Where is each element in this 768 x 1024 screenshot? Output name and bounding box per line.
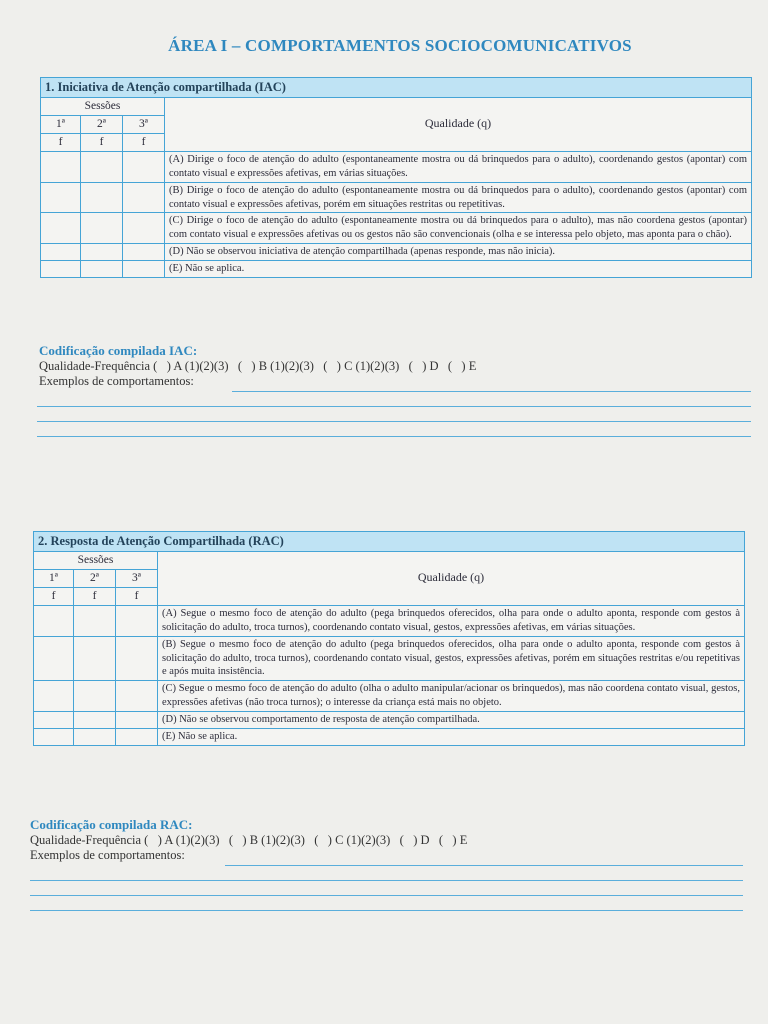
freq-2: f (81, 133, 123, 151)
check-cell[interactable] (123, 244, 165, 261)
write-line[interactable] (30, 880, 743, 881)
section-iac (40, 77, 752, 278)
check-cell[interactable] (116, 728, 158, 745)
check-cell[interactable] (81, 261, 123, 278)
sessions-label: Sessões (34, 551, 158, 569)
check-cell[interactable] (41, 213, 81, 244)
quality-label: Qualidade (q) (158, 551, 745, 606)
session-2: 2ª (81, 115, 123, 133)
examples-label: Exemplos de comportamentos: (39, 373, 194, 388)
codif-title: Codificação compilada RAC: (30, 817, 193, 832)
sessions-label: Sessões (41, 97, 165, 115)
write-line[interactable] (37, 406, 751, 407)
write-line[interactable] (37, 421, 751, 422)
rac-table (33, 531, 745, 746)
check-cell[interactable] (34, 681, 74, 712)
session-1: 1ª (34, 569, 74, 587)
codif-iac (39, 343, 751, 389)
write-line[interactable] (37, 436, 751, 437)
session-3: 3ª (116, 569, 158, 587)
option-c: (C) Dirige o foco de atenção do adulto (espontaneamente mostra ou dá brinquedos para o adulto), mas não coordena gestos (apontar) com contato visual e expressões afetivas ou os gestos não são convencionais (olha e se interessa pelo objeto, mas aponta para o chão). (165, 213, 752, 244)
option-e: (E) Não se aplica. (158, 728, 745, 745)
iac-table (40, 77, 752, 278)
freq-3: f (116, 587, 158, 605)
check-cell[interactable] (81, 182, 123, 213)
check-cell[interactable] (34, 636, 74, 681)
examples-label: Exemplos de comportamentos: (30, 847, 185, 862)
check-cell[interactable] (123, 213, 165, 244)
check-cell[interactable] (74, 681, 116, 712)
check-cell[interactable] (74, 728, 116, 745)
check-cell[interactable] (41, 182, 81, 213)
check-cell[interactable] (41, 244, 81, 261)
freq-1: f (34, 587, 74, 605)
page-title: ÁREA I – COMPORTAMENTOS SOCIOCOMUNICATIVOS (168, 36, 632, 55)
option-a: (A) Segue o mesmo foco de atenção do adulto (pega brinquedos oferecidos, olha para onde o adulto aponta, responde com gestos à solicitação do adulto, troca turnos), coordenando contato visual, gestos, expressões afetivas, em várias situações. (158, 606, 745, 637)
option-c: (C) Segue o mesmo foco de atenção do adulto (olha o adulto manipular/acionar os brinquedos), mas não coordena contato visual, gestos, expressões afetivas (não troca turnos); o interesse da criança está mais no objeto. (158, 681, 745, 712)
freq-3: f (123, 133, 165, 151)
check-cell[interactable] (34, 606, 74, 637)
check-cell[interactable] (81, 244, 123, 261)
write-line[interactable] (30, 895, 743, 896)
option-e: (E) Não se aplica. (165, 261, 752, 278)
check-cell[interactable] (81, 152, 123, 183)
check-cell[interactable] (74, 712, 116, 729)
check-cell[interactable] (116, 712, 158, 729)
section-heading: 1. Iniciativa de Atenção compartilhada (IAC) (41, 78, 752, 98)
write-line[interactable] (232, 391, 751, 392)
option-a: (A) Dirige o foco de atenção do adulto (espontaneamente mostra ou dá brinquedos para o adulto), coordenando gestos (apontar) com contato visual e expressões afetivas, em várias situações. (165, 152, 752, 183)
section-rac (33, 531, 745, 746)
check-cell[interactable] (116, 606, 158, 637)
check-cell[interactable] (41, 261, 81, 278)
section-heading: 2. Resposta de Atenção Compartilhada (RAC) (34, 532, 745, 552)
codif-title: Codificação compilada IAC: (39, 343, 198, 358)
check-cell[interactable] (123, 152, 165, 183)
check-cell[interactable] (123, 182, 165, 213)
session-2: 2ª (74, 569, 116, 587)
session-1: 1ª (41, 115, 81, 133)
session-3: 3ª (123, 115, 165, 133)
check-cell[interactable] (116, 636, 158, 681)
check-cell[interactable] (116, 681, 158, 712)
check-cell[interactable] (34, 728, 74, 745)
check-cell[interactable] (81, 213, 123, 244)
check-cell[interactable] (41, 152, 81, 183)
codif-line: Qualidade-Frequência ( ) A (1)(2)(3) ( ) B (1)(2)(3) ( ) C (1)(2)(3) ( ) D ( ) E (30, 832, 468, 847)
option-d: (D) Não se observou comportamento de resposta de atenção compartilhada. (158, 712, 745, 729)
check-cell[interactable] (74, 636, 116, 681)
codif-line: Qualidade-Frequência ( ) A (1)(2)(3) ( ) B (1)(2)(3) ( ) C (1)(2)(3) ( ) D ( ) E (39, 358, 477, 373)
write-line[interactable] (30, 910, 743, 911)
check-cell[interactable] (123, 261, 165, 278)
option-b: (B) Segue o mesmo foco de atenção do adulto (pega brinquedos oferecidos, olha para onde o adulto aponta, responde com gestos à solicitação do adulto, troca turnos), coordenando contato visual, gestos, expressões afetivas, porém em situações restritas e/ou repetitivas e após muita insistência. (158, 636, 745, 681)
option-b: (B) Dirige o foco de atenção do adulto (espontaneamente mostra ou dá brinquedos para o adulto), coordenando gestos (apontar) com contato visual e expressões afetivas, porém em situações restritas ou repetitivas. (165, 182, 752, 213)
codif-rac (30, 817, 744, 863)
write-line[interactable] (225, 865, 743, 866)
option-d: (D) Não se observou iniciativa de atenção compartilhada (apenas responde, mas não inicia). (165, 244, 752, 261)
check-cell[interactable] (34, 712, 74, 729)
check-cell[interactable] (74, 606, 116, 637)
freq-1: f (41, 133, 81, 151)
quality-label: Qualidade (q) (165, 97, 752, 152)
freq-2: f (74, 587, 116, 605)
